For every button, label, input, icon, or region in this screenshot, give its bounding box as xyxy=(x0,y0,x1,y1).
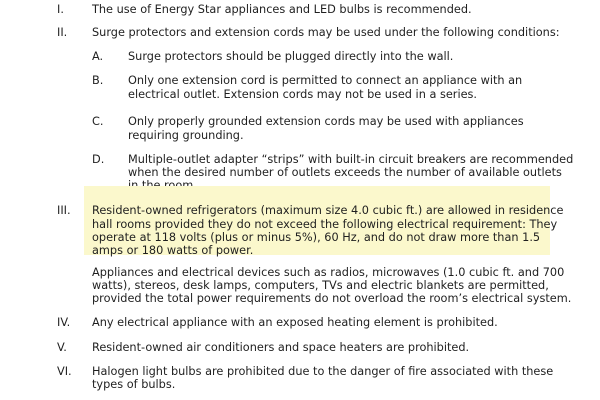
subitem-letter: D. xyxy=(92,153,105,166)
section-text: Resident-owned refrigerators (maximum size 4.0 cubic ft.) are allowed in residence xyxy=(92,204,564,217)
subitem-text: requiring grounding. xyxy=(128,129,244,142)
subitem-text: when the desired number of outlets exceeds the number of available outlets xyxy=(128,166,562,179)
subitem-letter: C. xyxy=(92,115,104,128)
section-text: Resident-owned air conditioners and space heaters are prohibited. xyxy=(92,341,470,354)
section-number: IV. xyxy=(57,316,71,329)
section-text: Halogen light bulbs are prohibited due to the danger of fire associated with these xyxy=(92,365,554,378)
section-paragraph: Appliances and electrical devices such as radios, microwaves (1.0 cubic ft. and 700 xyxy=(92,266,565,279)
section-text: types of bulbs. xyxy=(92,378,176,391)
section-text: amps or 180 watts of power. xyxy=(92,244,254,257)
section-text: hall rooms provided they do not exceed the following electrical requirement: They xyxy=(92,218,558,231)
section-text: Any electrical appliance with an exposed heating element is prohibited. xyxy=(92,316,498,329)
subitem-text: electrical outlet. Extension cords may not be used in a series. xyxy=(128,88,478,101)
section-paragraph: provided the total power requirements do not overload the room’s electrical system. xyxy=(92,292,572,305)
subitem-text: Surge protectors should be plugged directly into the wall. xyxy=(128,50,454,63)
section-paragraph: watts), stereos, desk lamps, computers, TVs and electric blankets are permitted, xyxy=(92,279,549,292)
section-number: V. xyxy=(57,341,67,354)
subitem-text: Only one extension cord is permitted to connect an appliance with an xyxy=(128,74,523,87)
section-text: The use of Energy Star appliances and LED bulbs is recommended. xyxy=(92,3,472,16)
section-number: III. xyxy=(57,204,71,217)
subitem-text: Multiple-outlet adapter “strips” with built-in circuit breakers are recommended xyxy=(128,153,574,166)
section-number: VI. xyxy=(57,365,72,378)
section-number: II. xyxy=(57,26,68,39)
subitem-letter: A. xyxy=(92,50,104,63)
section-text: Surge protectors and extension cords may be used under the following conditions: xyxy=(92,26,560,39)
subitem-letter: B. xyxy=(92,74,104,87)
subitem-text: Only properly grounded extension cords may be used with appliances xyxy=(128,115,524,128)
section-number: I. xyxy=(57,3,64,16)
section-text: operate at 118 volts (plus or minus 5%), 60 Hz, and do not draw more than 1.5 xyxy=(92,231,541,244)
